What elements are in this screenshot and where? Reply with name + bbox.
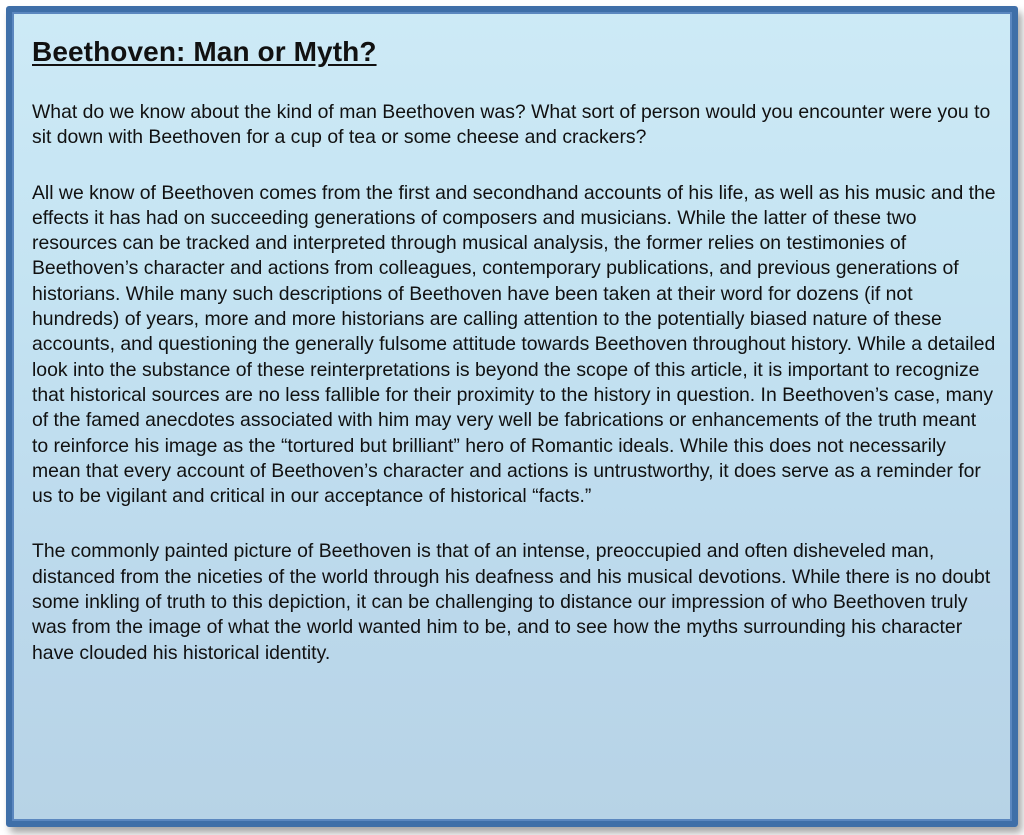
article-paragraph-portrait: The commonly painted picture of Beethoven is that of an intense, preoccupied and often disheveled man, distanced from the niceties of the world through his deafness and his musical devotions. While there is no doubt some inkling of truth to this depiction, it can be challenging to distance our impression of who Beethoven truly was from the image of what the world wanted him to be, and to see how the myths surrounding his character have clouded his historical identity. xyxy=(32,540,991,664)
article-panel xyxy=(6,6,1018,827)
article-paragraph-intro: What do we know about the kind of man Beethoven was? What sort of person would you encounter were you to sit down with Beethoven for a cup of tea or some cheese and crackers? xyxy=(32,101,991,149)
article-title: Beethoven: Man or Myth? xyxy=(32,36,377,67)
article-content xyxy=(32,36,997,666)
article-paragraph-sources: All we know of Beethoven comes from the first and secondhand accounts of his life, as well as his music and the effects it has had on succeeding generations of composers and musicians. While the latter of these two resources can be tracked and interpreted through musical analysis, the former relies on testimonies of Beethoven’s character and actions from colleagues, contemporary publications, and previous generations of historians. While many such descriptions of Beethoven have been taken at their word for dozens (if not hundreds) of years, more and more historians are calling attention to the potentially biased nature of these accounts, and questioning the generally fulsome attitude towards Beethoven throughout history. While a detailed look into the substance of these reinterpretations is beyond the scope of this article, it is important to recognize that historical sources are no less fallible for their proximity to the history in question. In Beethoven’s case, many of the famed anecdotes associated with him may very well be fabrications or enhancements of the truth meant to reinforce his image as the “tortured but brilliant” hero of Romantic ideals. While this does not necessarily mean that every account of Beethoven’s character and actions is untrustworthy, it does serve as a reminder for us to be vigilant and critical in our acceptance of historical “facts.” xyxy=(32,181,996,508)
